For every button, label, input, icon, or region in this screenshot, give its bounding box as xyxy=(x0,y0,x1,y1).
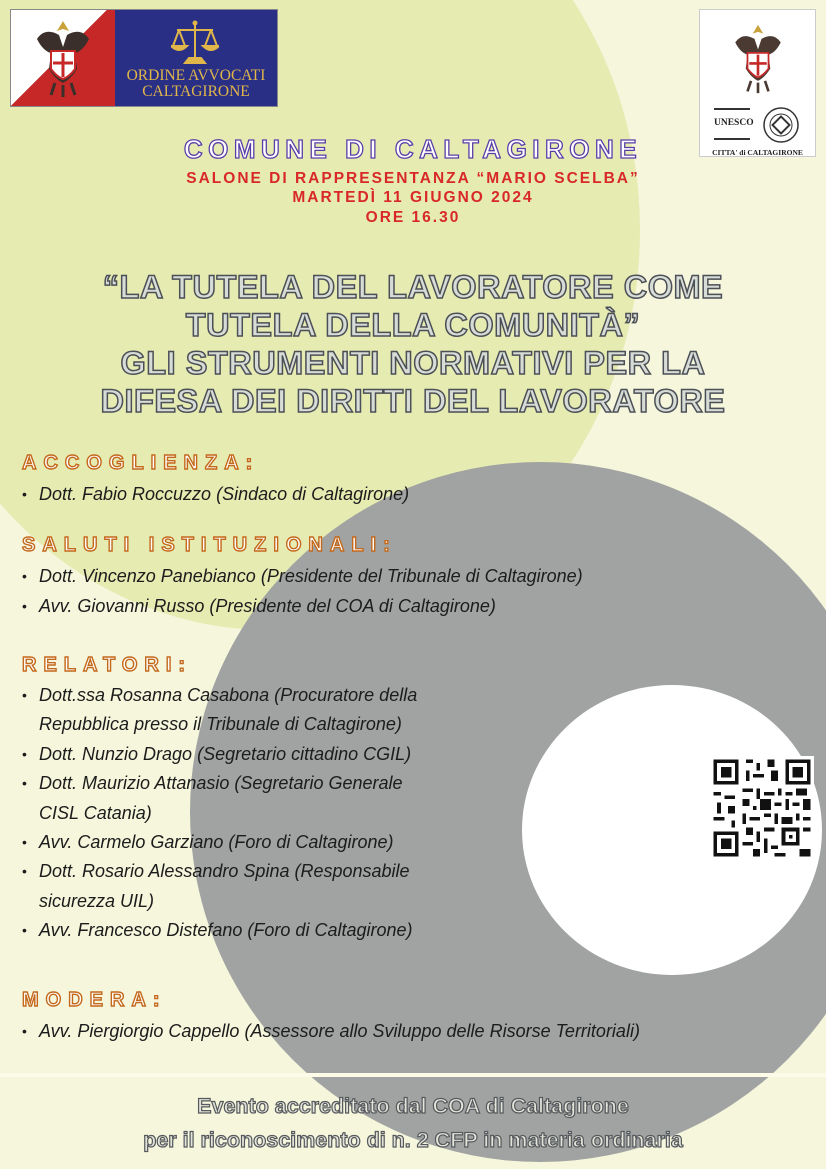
citta-caption: CITTA' di CALTAGIRONE xyxy=(712,148,803,157)
date-line: MARTEDÌ 11 GIUGNO 2024 xyxy=(292,189,534,206)
list-item-line: • Avv. Carmelo Garziano (Foro di Caltagirone) xyxy=(39,832,394,853)
title-line: GLI STRUMENTI NORMATIVI PER LA xyxy=(120,345,706,381)
section-heading: MODERA: xyxy=(22,989,167,1011)
title-line: TUTELA DELLA COMUNITÀ” xyxy=(185,307,641,343)
comune-heading: COMUNE DI CALTAGIRONE xyxy=(183,134,643,164)
footer-line: Evento accreditato dal COA di Caltagirone xyxy=(197,1094,629,1118)
section-accoglienza xyxy=(22,452,826,509)
list-item-line: • Dott.ssa Rosanna Casabona (Procuratore della xyxy=(39,685,418,705)
title-line: “LA TUTELA DEL LAVORATORE COME xyxy=(102,269,724,305)
list-item xyxy=(22,857,826,916)
section-saluti-istituzionali xyxy=(22,534,826,621)
footer-divider xyxy=(0,1073,826,1077)
list-item: • Avv. Giovanni Russo (Presidente del COA di Caltagirone) xyxy=(22,591,826,621)
scales-of-justice-icon xyxy=(171,20,219,66)
section-heading: RELATORI: xyxy=(22,654,193,676)
list-item-line: Repubblica presso il Tribunale di Caltagirone) xyxy=(39,714,402,735)
ordine-label-line1: ORDINE AVVOCATI xyxy=(126,67,266,84)
section-heading: ACCOGLIENZA: xyxy=(22,452,260,474)
list-item: • Dott. Fabio Roccuzzo (Sindaco di Caltagirone) xyxy=(22,479,826,509)
ordine-avvocati-panel xyxy=(115,10,277,106)
list-item xyxy=(22,828,826,857)
list-item xyxy=(22,769,826,828)
venue-line: SALONE DI RAPPRESENTANZA “MARIO SCELBA” xyxy=(186,170,640,187)
list-item-line: • Dott. Maurizio Attanasio (Segretario Generale xyxy=(39,773,403,794)
coat-of-arms-icon xyxy=(730,16,786,102)
list-item xyxy=(22,916,826,945)
footer-line: per il riconoscimento di n. 2 CFP in materia ordinaria xyxy=(143,1128,683,1152)
list-item-line: • Dott. Rosario Alessandro Spina (Responsabile xyxy=(39,861,410,882)
section-modera xyxy=(22,989,826,1046)
list-item: • Avv. Piergiorgio Cappello (Assessore allo Sviluppo delle Risorse Territoriali) xyxy=(22,1016,826,1046)
list-item-line: • Avv. Francesco Distefano (Foro di Caltagirone) xyxy=(39,920,413,941)
coat-of-arms-icon xyxy=(11,10,115,106)
ordine-label-line2: CALTAGIRONE xyxy=(142,83,250,100)
time-line: ORE 16.30 xyxy=(365,209,461,226)
list-item-line: • Dott. Nunzio Drago (Segretario cittadino CGIL) xyxy=(39,743,412,764)
list-item-line: sicurezza UIL) xyxy=(39,890,155,911)
unesco-mark: UNESCO xyxy=(714,108,750,140)
title-line: DIFESA DEI DIRITTI DEL LAVORATORE xyxy=(100,383,726,419)
list-item xyxy=(22,740,826,769)
event-title xyxy=(0,268,826,420)
list-item xyxy=(22,681,826,740)
section-relatori xyxy=(22,654,826,946)
section-heading: SALUTI ISTITUZIONALI: xyxy=(22,534,397,556)
ordine-avvocati-logo xyxy=(11,10,277,106)
qr-code-icon[interactable] xyxy=(710,756,814,860)
list-item: • Dott. Vincenzo Panebianco (Presidente del Tribunale di Caltagirone) xyxy=(22,561,826,591)
list-item-line: CISL Catania) xyxy=(39,802,152,823)
